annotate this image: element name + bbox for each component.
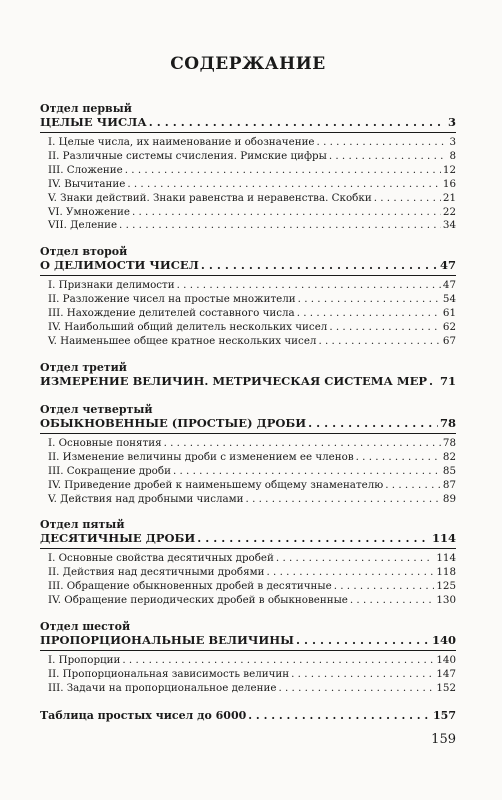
toc-entry-text: II. Пропорциональная зависимость величин	[48, 667, 290, 680]
toc-entry	[40, 307, 456, 321]
leader-dots	[297, 307, 441, 321]
toc-entry-page: 87	[442, 478, 456, 491]
toc-entry-page: 34	[442, 219, 456, 232]
toc-entry-page: 147	[436, 667, 456, 680]
toc-entry-page: 54	[442, 293, 456, 306]
toc-entry-text: III. Сложение	[48, 163, 123, 176]
section-heading-page: 78	[439, 415, 456, 430]
toc-entry-text: II. Разложение чисел на простые множители	[48, 293, 296, 306]
toc-entry	[40, 192, 456, 206]
section-heading-text: ДЕСЯТИЧНЫЕ ДРОБИ	[40, 531, 196, 546]
toc-entry-page: 152	[436, 681, 456, 694]
page-title: СОДЕРЖАНИЕ	[170, 54, 326, 74]
section-label: Отдел третий	[40, 360, 127, 374]
toc-entry	[40, 552, 456, 566]
section-heading-text: ИЗМЕРЕНИЕ ВЕЛИЧИН. МЕТРИЧЕСКАЯ СИСТЕМА МЕР	[40, 373, 428, 388]
toc-entry-text: V. Наименьшее общее кратное нескольких чисел	[48, 334, 317, 347]
section-heading-text: О ДЕЛИМОСТИ ЧИСЕЛ	[40, 258, 199, 273]
toc-entry-text: IV. Обращение периодических дробей в обыкновенные	[48, 594, 348, 607]
leader-dots	[276, 552, 434, 566]
toc-entry-page: 78	[442, 436, 456, 449]
toc-entry-page: 21	[442, 191, 456, 204]
toc-entry-text: VII. Деление	[48, 219, 118, 232]
contents-page	[40, 54, 456, 723]
section-heading-page: 140	[431, 633, 456, 648]
toc-entry-page: 22	[442, 205, 456, 218]
toc-entry-text: III. Обращение обыкновенных дробей в десятичные	[48, 580, 332, 593]
section-heading-page: 3	[447, 115, 456, 129]
toc-entry	[40, 437, 456, 451]
toc-section	[40, 245, 456, 349]
leader-dots	[248, 708, 431, 723]
toc-entry	[40, 580, 456, 594]
section-label: Отдел четвертый	[40, 402, 153, 416]
toc-entry	[40, 335, 456, 349]
toc-entry-text: II. Действия над десятичными дробями	[48, 566, 265, 579]
leader-dots	[164, 437, 441, 451]
toc-entry-text: IV. Наибольший общий делитель нескольких чисел	[48, 321, 328, 334]
leader-dots	[201, 258, 438, 273]
toc-section	[40, 102, 456, 233]
toc-entry-page: 89	[442, 492, 456, 505]
toc-section	[40, 518, 456, 608]
toc-entry	[40, 465, 456, 479]
leader-dots	[173, 465, 441, 479]
section-heading	[40, 633, 456, 651]
toc-entry-text: I. Целые числа, их наименование и обозначение	[48, 136, 315, 148]
toc-entry	[40, 451, 456, 465]
toc-entry-text: V. Действия над дробными числами	[48, 492, 244, 505]
leader-dots	[334, 580, 435, 594]
toc-entry-page: 61	[442, 307, 456, 320]
toc-entry-page: 114	[436, 552, 456, 565]
section-heading-page: 114	[431, 531, 456, 546]
leader-dots	[177, 279, 441, 293]
toc-table-entry-page: 157	[433, 708, 456, 722]
toc-entry-text: II. Изменение величины дроби с изменением ее членов	[48, 450, 354, 463]
toc-section	[40, 361, 456, 391]
toc-entry-page: 8	[449, 149, 456, 162]
section-heading	[40, 258, 456, 276]
toc-entry-page: 3	[449, 136, 456, 148]
toc-entry-text: I. Признаки делимости	[48, 279, 175, 292]
toc-entry-text: I. Основные свойства десятичных дробей	[48, 552, 274, 565]
section-heading	[40, 416, 456, 434]
section-heading	[40, 115, 456, 133]
section-label: Отдел второй	[40, 245, 128, 259]
leader-dots	[266, 566, 434, 580]
toc-entry-text: I. Пропорции	[48, 654, 121, 667]
toc-entry-page: 16	[442, 177, 456, 190]
leader-dots	[356, 451, 441, 465]
toc-entry	[40, 136, 456, 150]
leader-dots	[374, 192, 441, 206]
leader-dots	[127, 178, 441, 192]
toc-entry-page: 67	[442, 334, 456, 347]
toc-entry-page: 125	[436, 580, 456, 593]
leader-dots	[298, 293, 441, 307]
toc-entry	[40, 178, 456, 192]
leader-dots	[119, 219, 441, 233]
toc-section	[40, 620, 456, 696]
section-label: Отдел шестой	[40, 620, 131, 634]
toc-entry-page: 12	[442, 163, 456, 176]
leader-dots	[278, 682, 434, 696]
toc-entry	[40, 279, 456, 293]
toc-entry	[40, 479, 456, 493]
section-heading	[40, 374, 456, 391]
leader-dots	[125, 164, 441, 178]
toc-entry-page: 47	[442, 279, 456, 292]
toc-entry	[40, 668, 456, 682]
section-heading-text: ПРОПОРЦИОНАЛЬНЫЕ ВЕЛИЧИНЫ	[40, 633, 294, 648]
leader-dots	[197, 531, 430, 546]
section-heading-text: ЦЕЛЫЕ ЧИСЛА	[40, 115, 147, 129]
leader-dots	[132, 206, 441, 220]
toc-entry-page: 85	[442, 464, 456, 477]
toc-entry-page: 62	[442, 321, 456, 334]
toc-entry	[40, 654, 456, 668]
leader-dots	[291, 668, 434, 682]
page-number: 159	[431, 732, 456, 747]
toc-entry-text: III. Задачи на пропорциональное деление	[48, 681, 277, 694]
leader-dots	[385, 479, 441, 493]
section-label: Отдел первый	[40, 102, 132, 115]
toc-entry	[40, 219, 456, 233]
toc-entry-text: III. Сокращение дроби	[48, 464, 171, 477]
leader-dots	[308, 416, 438, 431]
toc-entry-page: 130	[436, 594, 456, 607]
section-label: Отдел пятый	[40, 518, 125, 532]
toc-entry	[40, 293, 456, 307]
toc-section	[40, 403, 456, 507]
toc-entry-page: 140	[436, 654, 456, 667]
leader-dots	[149, 115, 446, 130]
toc-entry-text: IV. Вычитание	[48, 177, 126, 190]
section-heading-page: 71	[439, 373, 456, 388]
leader-dots	[329, 150, 448, 164]
leader-dots	[318, 335, 440, 349]
toc-entry-text: V. Знаки действий. Знаки равенства и неравенства. Скобки	[48, 191, 372, 204]
toc-table-entry-text: Таблица простых чисел до 6000	[40, 708, 247, 722]
toc-entry-text: VI. Умножение	[48, 205, 130, 218]
leader-dots	[122, 654, 434, 668]
toc-entry	[40, 493, 456, 507]
leader-dots	[350, 594, 434, 608]
leader-dots	[429, 374, 438, 389]
toc-entry-text: I. Основные понятия	[48, 436, 162, 449]
toc-entry-page: 82	[442, 450, 456, 463]
toc-entry	[40, 206, 456, 220]
toc-entry-text: II. Различные системы счисления. Римские цифры	[48, 149, 327, 162]
toc-entry-page: 118	[436, 566, 456, 579]
leader-dots	[246, 493, 441, 507]
leader-dots	[296, 633, 430, 648]
toc-entry-text: IV. Приведение дробей к наименьшему общему знаменателю	[48, 478, 384, 491]
toc-entry	[40, 594, 456, 608]
section-heading	[40, 531, 456, 549]
toc-entry	[40, 321, 456, 335]
toc-entry	[40, 164, 456, 178]
toc-entry	[40, 566, 456, 580]
leader-dots	[317, 136, 448, 150]
toc-entry	[40, 682, 456, 696]
table-of-contents	[40, 102, 456, 696]
leader-dots	[329, 321, 441, 335]
toc-entry-text: III. Нахождение делителей составного числа	[48, 307, 295, 320]
section-heading-page: 47	[439, 258, 456, 273]
toc-table-entry	[40, 708, 456, 723]
toc-entry	[40, 150, 456, 164]
section-heading-text: ОБЫКНОВЕННЫЕ (ПРОСТЫЕ) ДРОБИ	[40, 415, 307, 430]
